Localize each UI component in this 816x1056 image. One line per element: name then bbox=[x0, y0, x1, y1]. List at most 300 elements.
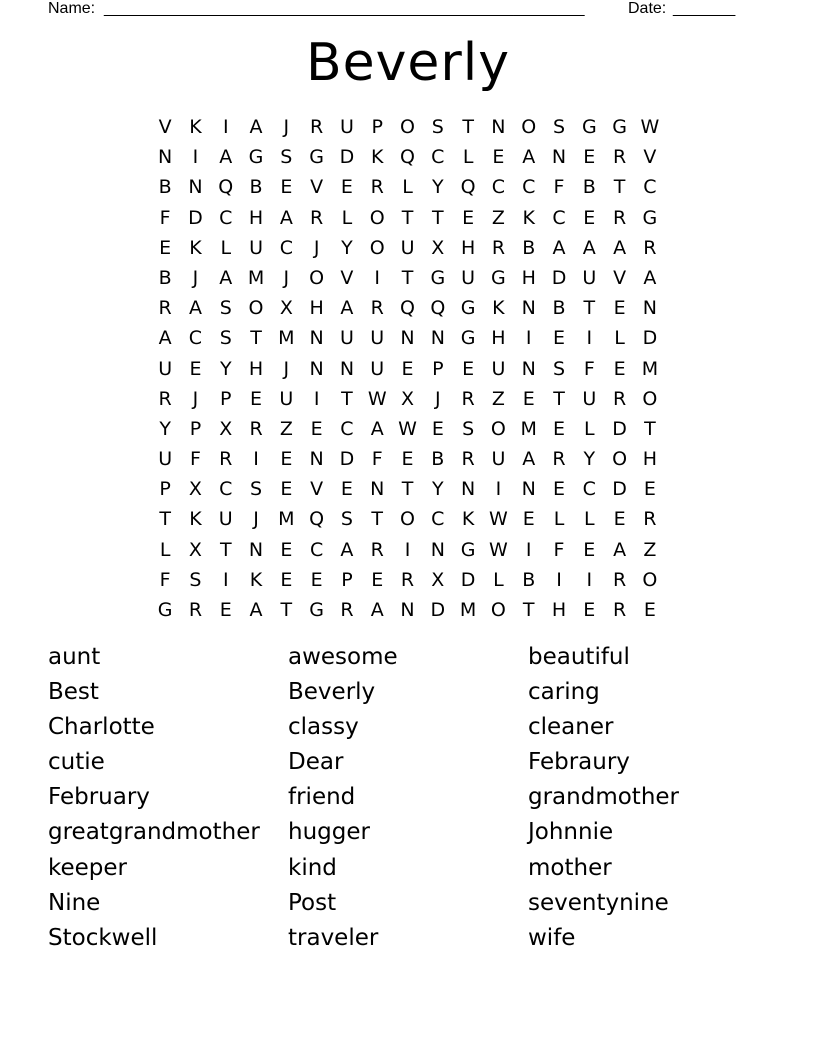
grid-letter: U bbox=[158, 357, 173, 380]
grid-letter: N bbox=[309, 357, 324, 380]
grid-letter: O bbox=[309, 266, 325, 289]
grid-letter: Y bbox=[219, 357, 232, 380]
name-label: Name: bbox=[48, 0, 96, 17]
name-field[interactable]: ______________________________________________________ bbox=[104, 0, 585, 17]
grid-letter: R bbox=[613, 206, 627, 229]
word-list-item: hugger bbox=[288, 819, 370, 846]
grid-letter: R bbox=[370, 176, 384, 199]
grid-letter: R bbox=[613, 146, 627, 169]
grid-letter: E bbox=[431, 417, 444, 440]
grid-letter: A bbox=[582, 236, 596, 259]
grid-letter: L bbox=[220, 236, 232, 259]
grid-letter: U bbox=[370, 357, 385, 380]
word-list-item: greatgrandmother bbox=[48, 819, 260, 846]
grid-letter: N bbox=[309, 448, 324, 471]
grid-letter: I bbox=[525, 538, 532, 561]
grid-letter: G bbox=[612, 116, 627, 138]
grid-letter: X bbox=[401, 387, 415, 410]
grid-letter: K bbox=[189, 508, 202, 531]
grid-letter: V bbox=[340, 266, 354, 289]
grid-letter: F bbox=[189, 448, 201, 471]
grid-letter: L bbox=[614, 327, 625, 350]
grid-letter: D bbox=[339, 146, 355, 169]
grid-letter: U bbox=[461, 266, 476, 289]
grid-letter: N bbox=[309, 327, 324, 350]
date-field[interactable]: _______ bbox=[673, 0, 736, 17]
grid-letter: E bbox=[250, 387, 263, 410]
grid-letter: Z bbox=[491, 206, 505, 229]
grid-letter: N bbox=[461, 478, 476, 501]
word-list-item: February bbox=[48, 784, 150, 811]
grid-letter: G bbox=[491, 266, 506, 289]
grid-letter: K bbox=[370, 146, 384, 169]
grid-letter: E bbox=[613, 508, 626, 531]
grid-letter: E bbox=[280, 568, 293, 591]
grid-letter: R bbox=[491, 236, 506, 259]
grid-letter: X bbox=[279, 297, 293, 320]
word-list-item: traveler bbox=[288, 924, 379, 951]
grid-letter: T bbox=[250, 327, 262, 350]
grid-letter: S bbox=[552, 116, 566, 138]
word-list-item: aunt bbox=[48, 644, 101, 670]
grid-letter: G bbox=[309, 599, 324, 621]
grid-letter: R bbox=[370, 538, 384, 561]
grid-letter: E bbox=[280, 478, 293, 501]
grid-letter: G bbox=[309, 146, 324, 169]
grid-letter: U bbox=[249, 236, 263, 259]
grid-letter: U bbox=[582, 266, 597, 289]
grid-letter: E bbox=[401, 357, 414, 380]
grid-letter: T bbox=[401, 206, 414, 229]
grid-letter: N bbox=[400, 599, 415, 621]
grid-letter: E bbox=[583, 538, 596, 561]
grid-letter: I bbox=[222, 568, 229, 591]
grid-letter: J bbox=[435, 387, 441, 410]
grid-letter: F bbox=[159, 206, 171, 229]
word-list-item: beautiful bbox=[528, 644, 630, 670]
grid-letter: A bbox=[158, 327, 172, 350]
grid-letter: M bbox=[278, 508, 295, 531]
grid-letter: K bbox=[461, 508, 475, 531]
grid-letter: H bbox=[460, 236, 476, 259]
grid-letter: E bbox=[219, 599, 232, 621]
grid-letter: O bbox=[369, 236, 385, 259]
word-list-item: Post bbox=[288, 889, 337, 916]
grid-letter: L bbox=[493, 568, 504, 591]
grid-letter: H bbox=[551, 599, 567, 621]
grid-letter: P bbox=[371, 116, 383, 138]
word-list-item: friend bbox=[288, 784, 356, 811]
grid-letter: N bbox=[248, 538, 264, 561]
grid-letter: R bbox=[552, 448, 566, 471]
grid-letter: A bbox=[552, 236, 566, 259]
grid-letter: H bbox=[248, 357, 264, 380]
grid-letter: T bbox=[219, 538, 232, 561]
grid-letter: C bbox=[431, 146, 445, 169]
grid-letter: J bbox=[313, 236, 320, 259]
grid-letter: X bbox=[219, 417, 233, 440]
grid-letter: B bbox=[158, 176, 172, 199]
grid-letter: T bbox=[371, 508, 384, 531]
grid-letter: W bbox=[367, 387, 387, 410]
grid-letter: O bbox=[612, 448, 628, 471]
grid-letter: K bbox=[189, 236, 202, 259]
grid-letter: E bbox=[553, 417, 566, 440]
grid-letter: D bbox=[612, 478, 627, 501]
grid-letter: T bbox=[644, 417, 656, 440]
grid-letter: S bbox=[189, 568, 202, 591]
grid-letter: R bbox=[310, 116, 324, 138]
grid-letter: R bbox=[461, 448, 475, 471]
word-list-item: Beverly bbox=[288, 679, 376, 706]
grid-letter: B bbox=[431, 448, 445, 471]
grid-letter: E bbox=[613, 297, 626, 320]
puzzle-title: Beverly bbox=[305, 33, 511, 93]
grid-letter: M bbox=[278, 327, 295, 350]
grid-letter: B bbox=[522, 568, 536, 591]
grid-letter: R bbox=[613, 387, 627, 410]
grid-letter: H bbox=[642, 448, 658, 471]
grid-letter: Q bbox=[400, 297, 415, 320]
grid-letter: R bbox=[158, 297, 172, 320]
grid-letter: E bbox=[583, 206, 596, 229]
grid-letter: U bbox=[491, 357, 506, 380]
grid-letter: G bbox=[460, 297, 476, 320]
grid-letter: R bbox=[340, 599, 354, 621]
grid-letter: T bbox=[522, 599, 535, 621]
grid-letter: T bbox=[613, 176, 626, 199]
grid-letter: E bbox=[492, 146, 505, 169]
grid-letter: T bbox=[401, 266, 414, 289]
word-list-item: mother bbox=[528, 854, 612, 881]
grid-letter: T bbox=[280, 599, 293, 621]
grid-letter: E bbox=[522, 387, 535, 410]
grid-letter: J bbox=[283, 357, 290, 380]
grid-letter: A bbox=[370, 417, 384, 440]
grid-letter: D bbox=[642, 327, 658, 350]
grid-letter: S bbox=[219, 327, 232, 350]
grid-letter: E bbox=[310, 417, 323, 440]
grid-letter: N bbox=[521, 478, 536, 501]
grid-letter: C bbox=[219, 206, 233, 229]
grid-letter: E bbox=[643, 478, 656, 501]
grid-letter: U bbox=[339, 116, 354, 138]
grid-letter: H bbox=[491, 327, 506, 350]
grid-letter: N bbox=[430, 327, 445, 350]
grid-letter: C bbox=[582, 478, 596, 501]
grid-letter: R bbox=[370, 297, 384, 320]
grid-letter: N bbox=[491, 116, 506, 138]
grid-letter: P bbox=[159, 478, 171, 501]
grid-letter: B bbox=[249, 176, 263, 199]
grid-letter: V bbox=[310, 176, 324, 199]
grid-letter: A bbox=[613, 538, 627, 561]
grid-letter: L bbox=[553, 508, 565, 531]
word-list-item: classy bbox=[288, 714, 359, 741]
grid-letter: E bbox=[189, 357, 202, 380]
grid-letter: W bbox=[398, 417, 417, 440]
grid-letter: T bbox=[341, 387, 353, 410]
grid-letter: G bbox=[248, 146, 264, 169]
grid-letter: H bbox=[248, 206, 264, 229]
grid-letter: Z bbox=[279, 417, 293, 440]
grid-letter: G bbox=[460, 327, 476, 350]
grid-letter: M bbox=[641, 357, 659, 380]
grid-letter: E bbox=[280, 176, 293, 199]
grid-letter: N bbox=[188, 176, 203, 199]
grid-letter: R bbox=[613, 568, 627, 591]
grid-letter: R bbox=[643, 508, 657, 531]
grid-letter: C bbox=[522, 176, 536, 199]
grid-letter: O bbox=[521, 116, 537, 138]
grid-letter: T bbox=[159, 508, 171, 531]
grid-letter: N bbox=[400, 327, 415, 350]
grid-letter: N bbox=[158, 146, 173, 169]
grid-letter: S bbox=[280, 146, 293, 169]
grid-letter: Q bbox=[218, 176, 234, 199]
grid-letter: J bbox=[253, 508, 259, 531]
grid-letter: Y bbox=[159, 417, 171, 440]
grid-letter: M bbox=[459, 599, 477, 621]
grid-letter: U bbox=[218, 508, 233, 531]
word-list bbox=[48, 640, 768, 956]
grid-letter: I bbox=[253, 448, 259, 471]
grid-letter: I bbox=[222, 116, 229, 138]
grid-letter: N bbox=[521, 297, 536, 320]
grid-letter: T bbox=[401, 478, 414, 501]
grid-letter: G bbox=[460, 538, 476, 561]
grid-letter: I bbox=[586, 568, 593, 591]
grid-letter: L bbox=[402, 176, 413, 199]
grid-letter: R bbox=[461, 387, 475, 410]
grid-letter: E bbox=[310, 568, 323, 591]
grid-letter: M bbox=[247, 266, 265, 289]
grid-letter: R bbox=[643, 236, 657, 259]
grid-letter: A bbox=[249, 599, 263, 621]
grid-letter: U bbox=[370, 327, 385, 350]
grid-letter: R bbox=[400, 568, 415, 591]
word-list-item: Johnnie bbox=[528, 819, 614, 846]
grid-letter: O bbox=[400, 116, 415, 138]
word-list-item: Febraury bbox=[528, 749, 630, 776]
grid-letter: O bbox=[248, 297, 264, 320]
grid-letter: H bbox=[521, 266, 536, 289]
grid-letter: W bbox=[489, 508, 508, 531]
grid-letter: Y bbox=[432, 176, 444, 199]
grid-letter: X bbox=[431, 236, 445, 259]
grid-letter: C bbox=[431, 508, 445, 531]
grid-letter: O bbox=[490, 417, 506, 440]
grid-letter: E bbox=[340, 176, 353, 199]
grid-letter: U bbox=[400, 236, 415, 259]
word-list-item: awesome bbox=[288, 644, 398, 670]
grid-letter: R bbox=[613, 599, 627, 621]
grid-letter: T bbox=[462, 116, 474, 138]
word-list-item: Stockwell bbox=[48, 924, 158, 951]
grid-letter: T bbox=[432, 206, 444, 229]
grid-letter: W bbox=[640, 116, 660, 138]
grid-letter: F bbox=[583, 357, 595, 380]
grid-letter: C bbox=[340, 417, 354, 440]
grid-letter: Q bbox=[430, 297, 446, 320]
grid-letter: E bbox=[280, 538, 293, 561]
grid-letter: D bbox=[612, 417, 627, 440]
grid-letter: I bbox=[374, 266, 381, 289]
grid-letter: F bbox=[553, 538, 565, 561]
grid-letter: K bbox=[249, 568, 263, 591]
grid-letter: D bbox=[430, 599, 446, 621]
grid-letter: B bbox=[582, 176, 596, 199]
grid-letter: K bbox=[522, 206, 535, 229]
grid-letter: S bbox=[431, 116, 444, 138]
grid-letter: A bbox=[219, 266, 233, 289]
grid-letter: N bbox=[430, 538, 445, 561]
grid-letter: C bbox=[491, 176, 506, 199]
word-list-item: Nine bbox=[48, 889, 101, 916]
worksheet-header bbox=[48, 0, 748, 20]
letter-grid bbox=[150, 112, 665, 625]
word-list-item: Dear bbox=[288, 749, 344, 776]
grid-letter: X bbox=[188, 538, 202, 561]
grid-letter: E bbox=[613, 357, 626, 380]
grid-letter: I bbox=[586, 327, 593, 350]
grid-letter: N bbox=[339, 357, 355, 380]
grid-letter: A bbox=[613, 236, 627, 259]
word-list-item: seventynine bbox=[528, 889, 669, 916]
grid-letter: P bbox=[432, 357, 444, 380]
grid-letter: R bbox=[158, 387, 172, 410]
grid-letter: E bbox=[583, 599, 596, 621]
grid-letter: I bbox=[556, 568, 562, 591]
grid-letter: G bbox=[581, 116, 597, 138]
grid-letter: Y bbox=[432, 478, 444, 501]
grid-letter: D bbox=[551, 266, 567, 289]
grid-letter: N bbox=[521, 357, 536, 380]
grid-letter: I bbox=[313, 387, 320, 410]
grid-letter: U bbox=[279, 387, 294, 410]
grid-letter: E bbox=[553, 478, 566, 501]
grid-letter: D bbox=[460, 568, 476, 591]
grid-letter: J bbox=[283, 116, 290, 138]
grid-letter: Q bbox=[460, 176, 476, 199]
grid-letter: D bbox=[188, 206, 203, 229]
grid-letter: D bbox=[339, 448, 355, 471]
grid-letter: S bbox=[340, 508, 353, 531]
grid-letter: I bbox=[525, 327, 532, 350]
grid-letter: Q bbox=[309, 508, 325, 531]
grid-letter: J bbox=[283, 266, 290, 289]
grid-letter: E bbox=[280, 448, 293, 471]
word-list-item: cutie bbox=[48, 749, 105, 776]
grid-letter: C bbox=[279, 236, 293, 259]
grid-letter: R bbox=[249, 417, 263, 440]
grid-letter: C bbox=[188, 327, 203, 350]
grid-letter: F bbox=[371, 448, 383, 471]
grid-letter: N bbox=[370, 478, 385, 501]
grid-letter: G bbox=[157, 599, 173, 621]
grid-letter: B bbox=[552, 297, 566, 320]
grid-letter: G bbox=[430, 266, 446, 289]
grid-letter: B bbox=[522, 236, 536, 259]
grid-letter: E bbox=[159, 236, 172, 259]
grid-letter: A bbox=[219, 146, 233, 169]
grid-letter: V bbox=[310, 478, 324, 501]
grid-letter: A bbox=[249, 116, 263, 138]
word-list-item: Best bbox=[48, 679, 99, 706]
grid-letter: M bbox=[520, 417, 537, 440]
grid-letter: X bbox=[431, 568, 445, 591]
grid-letter: A bbox=[522, 146, 536, 169]
grid-letter: E bbox=[340, 478, 353, 501]
grid-letter: S bbox=[219, 297, 232, 320]
grid-letter: J bbox=[192, 387, 199, 410]
word-list-item: cleaner bbox=[528, 714, 614, 741]
grid-letter: E bbox=[553, 327, 566, 350]
grid-letter: C bbox=[219, 478, 233, 501]
grid-letter: I bbox=[192, 146, 199, 169]
grid-letter: F bbox=[553, 176, 565, 199]
grid-letter: S bbox=[552, 357, 566, 380]
grid-letter: J bbox=[192, 266, 199, 289]
grid-letter: A bbox=[188, 297, 202, 320]
grid-letter: K bbox=[492, 297, 505, 320]
grid-letter: V bbox=[158, 116, 172, 138]
grid-letter: O bbox=[642, 568, 658, 591]
grid-letter: E bbox=[583, 146, 596, 169]
grid-letter: Y bbox=[583, 448, 596, 471]
grid-letter: E bbox=[462, 206, 475, 229]
grid-letter: N bbox=[551, 146, 567, 169]
grid-letter: C bbox=[643, 176, 657, 199]
grid-letter: I bbox=[495, 478, 502, 501]
grid-letter: V bbox=[643, 146, 657, 169]
grid-letter: T bbox=[583, 297, 596, 320]
grid-letter: O bbox=[400, 508, 415, 531]
grid-letter: A bbox=[279, 206, 293, 229]
grid-letter: R bbox=[188, 599, 203, 621]
grid-letter: L bbox=[584, 508, 595, 531]
grid-letter: V bbox=[613, 266, 627, 289]
grid-letter: O bbox=[369, 206, 385, 229]
grid-letter: S bbox=[250, 478, 263, 501]
date-label: Date: bbox=[628, 0, 667, 17]
grid-letter: P bbox=[189, 417, 202, 440]
grid-letter: E bbox=[522, 508, 535, 531]
grid-letter: G bbox=[642, 206, 658, 229]
grid-letter: I bbox=[404, 538, 411, 561]
grid-letter: U bbox=[339, 327, 354, 350]
grid-letter: C bbox=[309, 538, 324, 561]
grid-letter: L bbox=[341, 206, 353, 229]
grid-letter: Z bbox=[491, 387, 505, 410]
grid-letter: Q bbox=[400, 146, 415, 169]
grid-letter: U bbox=[491, 448, 506, 471]
grid-letter: K bbox=[189, 116, 202, 138]
grid-letter: E bbox=[643, 599, 656, 621]
grid-letter: X bbox=[188, 478, 202, 501]
grid-letter: F bbox=[159, 568, 171, 591]
grid-letter: A bbox=[522, 448, 536, 471]
grid-letter: W bbox=[489, 538, 508, 561]
grid-letter: A bbox=[643, 266, 657, 289]
word-list-item: grandmother bbox=[528, 784, 680, 811]
grid-letter: C bbox=[552, 206, 566, 229]
grid-letter: E bbox=[371, 568, 384, 591]
grid-letter: N bbox=[642, 297, 657, 320]
grid-letter: Y bbox=[341, 236, 353, 259]
grid-letter: A bbox=[340, 538, 354, 561]
grid-letter: Z bbox=[643, 538, 657, 561]
